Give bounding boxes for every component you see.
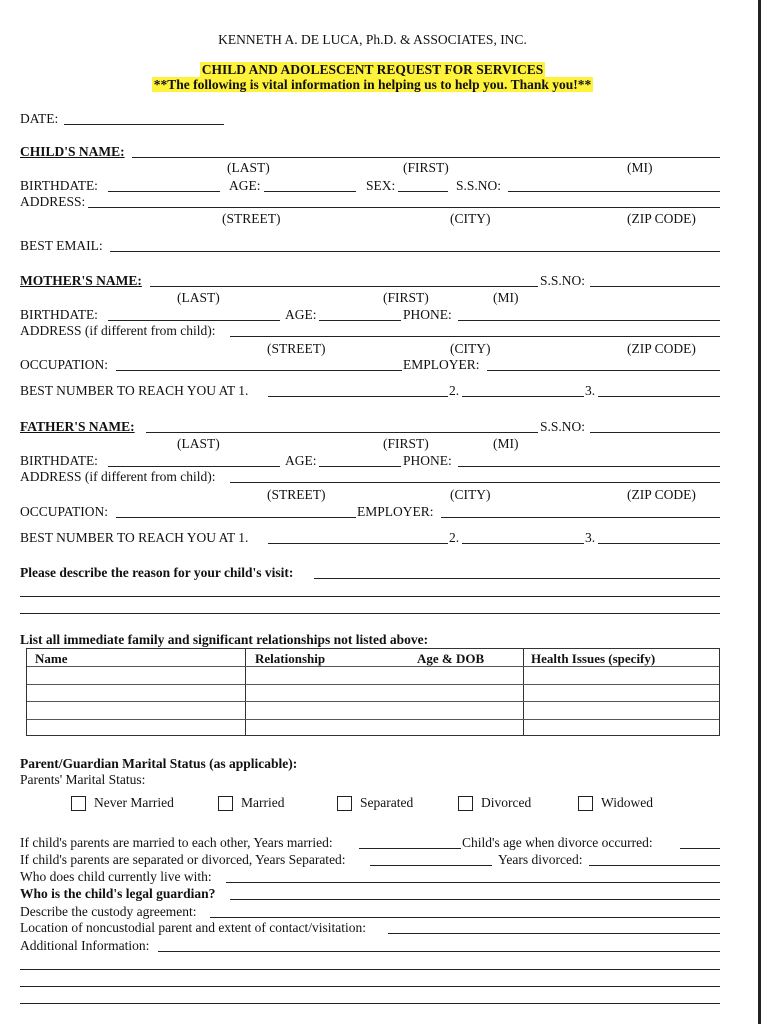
child-email-label: BEST EMAIL:	[20, 238, 103, 253]
mother-birthdate-field[interactable]	[108, 320, 280, 321]
child-ssno-label: S.S.NO:	[456, 178, 502, 193]
mother-number-3-label: 3.	[585, 383, 596, 398]
widowed-label: Widowed	[601, 795, 653, 810]
mother-employer-field[interactable]	[487, 370, 720, 371]
mother-first-caption: (FIRST)	[383, 290, 429, 305]
company-name: KENNETH A. DE LUCA, Ph.D. & ASSOCIATES, INC.	[218, 32, 527, 47]
form-title-text: CHILD AND ADOLESCENT REQUEST FOR SERVICES	[201, 62, 544, 77]
mother-phone-label: PHONE:	[403, 307, 452, 322]
child-mi-caption: (MI)	[627, 160, 653, 175]
father-phone-label: PHONE:	[403, 453, 452, 468]
reason-field-line-3[interactable]	[20, 613, 720, 614]
father-first-caption: (FIRST)	[383, 436, 429, 451]
child-sex-label: SEX:	[366, 178, 396, 193]
mother-number-2-label: 2.	[449, 383, 460, 398]
additional-info-line-2[interactable]	[20, 969, 720, 970]
father-occupation-field[interactable]	[116, 517, 356, 518]
mother-phone-field[interactable]	[458, 320, 720, 321]
table-row[interactable]	[27, 701, 719, 702]
child-street-caption: (STREET)	[222, 211, 281, 226]
date-field[interactable]	[64, 124, 224, 125]
child-birthdate-field[interactable]	[108, 191, 220, 192]
reason-label: Please describe the reason for your child's visit:	[20, 565, 294, 580]
child-first-caption: (FIRST)	[403, 160, 449, 175]
years-separated-label: If child's parents are separated or divorced, Years Separated:	[20, 852, 346, 867]
father-mi-caption: (MI)	[493, 436, 519, 451]
reason-field-line-1[interactable]	[314, 578, 720, 579]
father-address-field[interactable]	[230, 482, 720, 483]
divorced-checkbox[interactable]	[458, 796, 473, 811]
child-ssno-field[interactable]	[508, 191, 720, 192]
father-number-3-label: 3.	[585, 530, 596, 545]
child-city-caption: (CITY)	[450, 211, 491, 226]
mother-employer-label: EMPLOYER:	[403, 357, 480, 372]
years-divorced-label: Years divorced:	[498, 852, 583, 867]
father-phone-field[interactable]	[458, 466, 720, 467]
legal-guardian-label: Who is the child's legal guardian?	[20, 886, 216, 901]
mother-address-field[interactable]	[230, 336, 720, 337]
col-header-relationship: Relationship	[255, 651, 326, 666]
father-street-caption: (STREET)	[267, 487, 326, 502]
mother-occupation-field[interactable]	[116, 370, 402, 371]
father-name-field[interactable]	[146, 432, 538, 433]
child-age-divorce-field[interactable]	[680, 848, 720, 849]
child-email-field[interactable]	[110, 251, 720, 252]
mother-ssno-label: S.S.NO:	[540, 273, 586, 288]
marital-sub-label: Parents' Marital Status:	[20, 772, 146, 787]
col-header-age-dob: Age & DOB	[417, 651, 485, 666]
mother-best-number-label: BEST NUMBER TO REACH YOU AT 1.	[20, 383, 249, 398]
form-title	[0, 62, 745, 78]
mother-name-field[interactable]	[150, 286, 538, 287]
child-last-caption: (LAST)	[227, 160, 270, 175]
child-age-divorce-label: Child's age when divorce occurred:	[462, 835, 653, 850]
table-row[interactable]	[27, 719, 719, 720]
mother-age-field[interactable]	[319, 320, 401, 321]
table-divider	[523, 649, 524, 735]
mother-number-2-field[interactable]	[462, 396, 584, 397]
never-married-checkbox[interactable]	[71, 796, 86, 811]
father-employer-label: EMPLOYER:	[357, 504, 434, 519]
father-last-caption: (LAST)	[177, 436, 220, 451]
father-name-label: FATHER'S NAME:	[20, 419, 135, 434]
mother-number-1-field[interactable]	[268, 396, 448, 397]
mother-birthdate-label: BIRTHDATE:	[20, 307, 98, 322]
father-occupation-label: OCCUPATION:	[20, 504, 109, 519]
mother-address-label: ADDRESS (if different from child):	[20, 323, 216, 338]
noncustodial-label: Location of noncustodial parent and extent of contact/visitation:	[20, 920, 367, 935]
table-row[interactable]	[27, 684, 719, 685]
family-heading: List all immediate family and significant relationships not listed above:	[20, 632, 429, 647]
child-address-field[interactable]	[88, 207, 720, 208]
mother-city-caption: (CITY)	[450, 341, 491, 356]
father-age-label: AGE:	[285, 453, 317, 468]
years-separated-field[interactable]	[370, 865, 492, 866]
page-edge-rule	[758, 0, 761, 1024]
additional-info-line-3[interactable]	[20, 986, 720, 987]
father-city-caption: (CITY)	[450, 487, 491, 502]
additional-info-line-1[interactable]	[158, 951, 720, 952]
father-age-field[interactable]	[319, 466, 401, 467]
mother-age-label: AGE:	[285, 307, 317, 322]
married-checkbox[interactable]	[218, 796, 233, 811]
date-label: DATE:	[20, 111, 59, 126]
father-number-3-field[interactable]	[598, 543, 720, 544]
custody-label: Describe the custody agreement:	[20, 904, 197, 919]
father-birthdate-field[interactable]	[108, 466, 280, 467]
father-ssno-field[interactable]	[590, 432, 720, 433]
never-married-label: Never Married	[94, 795, 174, 810]
separated-checkbox[interactable]	[337, 796, 352, 811]
child-age-label: AGE:	[229, 178, 261, 193]
additional-info-label: Additional Information:	[20, 938, 150, 953]
child-age-field[interactable]	[264, 191, 356, 192]
father-address-label: ADDRESS (if different from child):	[20, 469, 216, 484]
table-divider	[245, 649, 246, 735]
child-zip-caption: (ZIP CODE)	[627, 211, 696, 226]
child-name-label: CHILD'S NAME:	[20, 144, 125, 159]
years-divorced-field[interactable]	[589, 865, 720, 866]
child-birthdate-label: BIRTHDATE:	[20, 178, 98, 193]
mother-zip-caption: (ZIP CODE)	[627, 341, 696, 356]
separated-label: Separated	[360, 795, 414, 810]
col-header-name: Name	[35, 651, 68, 666]
married-label: Married	[241, 795, 285, 810]
widowed-checkbox[interactable]	[578, 796, 593, 811]
father-employer-field[interactable]	[441, 517, 720, 518]
legal-guardian-field[interactable]	[230, 899, 720, 900]
father-zip-caption: (ZIP CODE)	[627, 487, 696, 502]
child-name-field[interactable]	[132, 157, 720, 158]
additional-info-line-4[interactable]	[20, 1003, 720, 1004]
mother-name-label: MOTHER'S NAME:	[20, 273, 142, 288]
lives-with-label: Who does child currently live with:	[20, 869, 212, 884]
mother-mi-caption: (MI)	[493, 290, 519, 305]
mother-ssno-field[interactable]	[590, 286, 720, 287]
vital-notice	[0, 77, 745, 93]
mother-occupation-label: OCCUPATION:	[20, 357, 109, 372]
father-number-1-field[interactable]	[268, 543, 448, 544]
father-ssno-label: S.S.NO:	[540, 419, 586, 434]
mother-street-caption: (STREET)	[267, 341, 326, 356]
mother-last-caption: (LAST)	[177, 290, 220, 305]
noncustodial-field[interactable]	[388, 933, 720, 934]
years-married-field[interactable]	[359, 848, 461, 849]
father-birthdate-label: BIRTHDATE:	[20, 453, 98, 468]
lives-with-field[interactable]	[226, 882, 720, 883]
years-married-label: If child's parents are married to each other, Years married:	[20, 835, 333, 850]
vital-notice-text: **The following is vital information in helping us to help you. Thank you!**	[153, 77, 592, 92]
father-number-2-label: 2.	[449, 530, 460, 545]
child-address-label: ADDRESS:	[20, 194, 86, 209]
col-header-health-issues: Health Issues (specify)	[531, 651, 656, 666]
reason-field-line-2[interactable]	[20, 596, 720, 597]
marital-heading: Parent/Guardian Marital Status (as applicable):	[20, 756, 298, 771]
divorced-label: Divorced	[481, 795, 532, 810]
child-sex-field[interactable]	[398, 191, 448, 192]
father-best-number-label: BEST NUMBER TO REACH YOU AT 1.	[20, 530, 249, 545]
mother-number-3-field[interactable]	[598, 396, 720, 397]
family-table	[26, 648, 720, 736]
father-number-2-field[interactable]	[462, 543, 584, 544]
custody-field[interactable]	[210, 917, 720, 918]
